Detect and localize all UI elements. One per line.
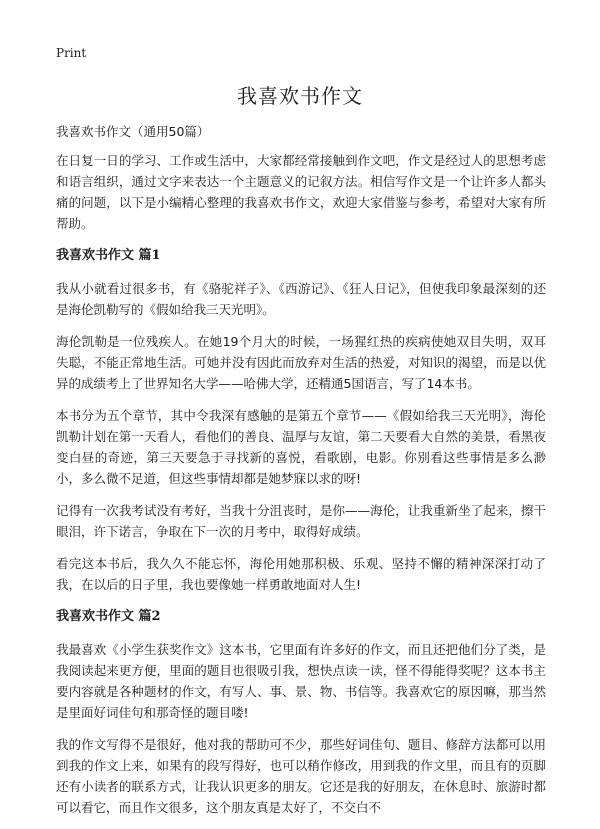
paragraph: 看完这本书后，我久久不能忘怀，海伦用她那积极、乐观、坚持不懈的精神深深打动了我，在以后的日子里，我也要像她一样勇敢地面对人生! xyxy=(56,556,546,592)
paragraph: 我最喜欢《小学生获奖作文》这本书，它里面有许多好的作文，而且还把他们分了类，是我阅读起来更方便，里面的题目也很吸引我，想快点读一读，怪不得能得奖呢？这本书主要内容就是各种题材的作文，有写人、事、景、物、书信等。我喜欢它的原因嘛，那当然是里面好词佳句和那奇怪的题目喽! xyxy=(56,642,546,720)
intro-paragraph: 在日复一日的学习、工作或生活中，大家都经常接触到作文吧，作文是经过人的思想考虑和语言组织，通过文字来表达一个主题意义的记叙方法。相信写作文是一个让许多人都头痛的问题，以下是小编精心整理的我喜欢书作文，欢迎大家借鉴与参考，希望对大家有所帮助。 xyxy=(56,153,546,231)
section-heading: 我喜欢书作文 篇1 xyxy=(56,248,161,263)
paragraph: 本书分为五个章节，其中令我深有感触的是第五个章节——《假如给我三天光明》，海伦凯勒计划在第一天看人，看他们的善良、温厚与友谊，第二天要看大自然的美景，看黑夜变白昼的奇迹，第三天要急于寻找新的喜悦，看歌剧，电影。你别看这些事情是多么渺小，多么微不足道，但这些事情却都是她梦寐以求的呀! xyxy=(56,408,546,486)
paragraph: 我从小就看过很多书，有《骆驼祥子》、《西游记》、《狂人日记》，但使我印象最深刻的还是海伦凯勒写的《假如给我三天光明》。 xyxy=(56,281,546,317)
article-subtitle: 我喜欢书作文（通用50篇） xyxy=(56,124,210,139)
page-title: 我喜欢书作文 xyxy=(237,84,363,108)
paragraph: 我的作文写得不是很好，他对我的帮助可不少，那些好词佳句、题目、修辞方法都可以用到我的作文上来，如果有的段写得好，也可以稍作修改，用到我的作文里，而且有的页脚还有小读者的联系方式，让我认识更多的朋友。它还是我的好朋友，在休息时、旅游时都可以看它，而且作文很多，这个朋友真是太好了，不交白不 xyxy=(56,737,546,815)
print-link[interactable]: Print xyxy=(56,46,87,60)
paragraph: 记得有一次我考试没有考好，当我十分沮丧时，是你——海伦，让我重新坐了起来，擦干眼泪，许下诺言，争取在下一次的月考中，取得好成绩。 xyxy=(56,503,546,539)
section-heading: 我喜欢书作文 篇2 xyxy=(56,609,161,624)
article-body xyxy=(56,122,546,829)
paragraph: 海伦凯勒是一位残疾人。在她19个月大的时候，一场猩红热的疾病使她双目失明，双耳失聪，不能正常地生活。可她并没有因此而放弃对生活的热爱，对知识的渴望，而是以优异的成绩考上了世界知名大学——哈佛大学，还精通5国语言，写了14本书。 xyxy=(56,334,546,391)
